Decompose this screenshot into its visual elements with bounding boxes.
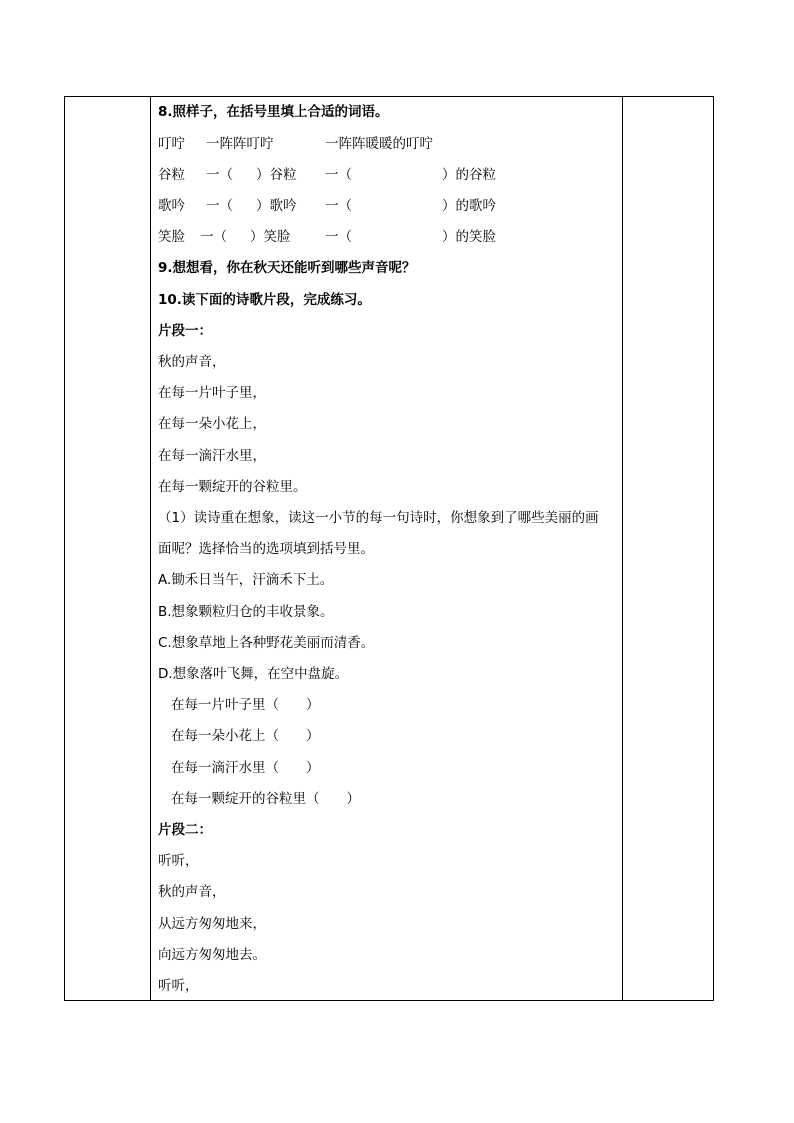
fill-row	[158, 227, 618, 247]
fill-line: 在每一滴汗水里（ ）	[171, 760, 320, 776]
blank-close: ）的笑脸	[442, 229, 496, 245]
row-word: 歌吟	[158, 198, 185, 214]
poem-line: 秋的声音，	[158, 884, 226, 900]
option-a: A.锄禾日当午，汗滴禾下土。	[158, 572, 334, 588]
fill-line: 在每一朵小花上（ ）	[171, 728, 320, 744]
fill-row	[158, 165, 618, 185]
sub-question-1: （1）读诗重在想象，读这一小节的每一句诗时，你想象到了哪些美丽的画	[158, 510, 599, 526]
fill-line: 在每一片叶子里（ ）	[171, 697, 320, 713]
blank-close: ）谷粒	[256, 167, 297, 183]
blank-close: ）笑脸	[250, 229, 291, 245]
poem-line: 在每一颗绽开的谷粒里。	[158, 479, 307, 495]
blank-open: 一（	[325, 229, 352, 245]
example-row	[158, 134, 618, 154]
poem-line: 听听，	[158, 853, 199, 869]
option-c: C.想象草地上各种野花美丽而清香。	[158, 635, 375, 651]
row-word: 笑脸	[158, 229, 185, 245]
blank-open: 一（	[325, 167, 352, 183]
poem-line: 秋的声音，	[158, 354, 226, 370]
poem-line: 在每一片叶子里，	[158, 385, 266, 401]
poem-line: 从远方匆匆地来，	[158, 916, 266, 932]
blank-open: 一（	[206, 167, 233, 183]
blank-close: ）歌吟	[256, 198, 297, 214]
option-b: B.想象颗粒归仓的丰收景象。	[158, 604, 334, 620]
blank-open: 一（	[200, 229, 227, 245]
column-divider	[622, 97, 623, 1000]
blank-close: ）的谷粒	[442, 167, 496, 183]
example-phrase: 一阵阵叮咛	[206, 136, 274, 152]
blank-close: ）的歌吟	[442, 198, 496, 214]
poem-line: 在每一朵小花上，	[158, 416, 266, 432]
poem-line: 在每一滴汗水里，	[158, 448, 266, 464]
row-word: 谷粒	[158, 167, 185, 183]
fill-line: 在每一颗绽开的谷粒里（ ）	[171, 791, 360, 807]
question-8-title: 8.照样子，在括号里填上合适的词语。	[158, 104, 389, 120]
fill-row	[158, 196, 618, 216]
blank-open: 一（	[206, 198, 233, 214]
blank-open: 一（	[325, 198, 352, 214]
poem-line: 向远方匆匆地去。	[158, 947, 266, 963]
option-d: D.想象落叶飞舞，在空中盘旋。	[158, 666, 349, 682]
example-phrase-long: 一阵阵暖暖的叮咛	[325, 136, 433, 152]
column-divider	[150, 97, 151, 1000]
example-word: 叮咛	[158, 136, 185, 152]
poem-line: 听听，	[158, 978, 199, 994]
question-9-title: 9.想想看，你在秋天还能听到哪些声音呢？	[158, 260, 416, 276]
sub-question-1-cont: 面呢？选择恰当的选项填到括号里。	[158, 541, 374, 557]
part-1-label: 片段一：	[158, 323, 212, 339]
part-2-label: 片段二：	[158, 822, 212, 838]
question-10-title: 10.读下面的诗歌片段，完成练习。	[158, 292, 371, 308]
